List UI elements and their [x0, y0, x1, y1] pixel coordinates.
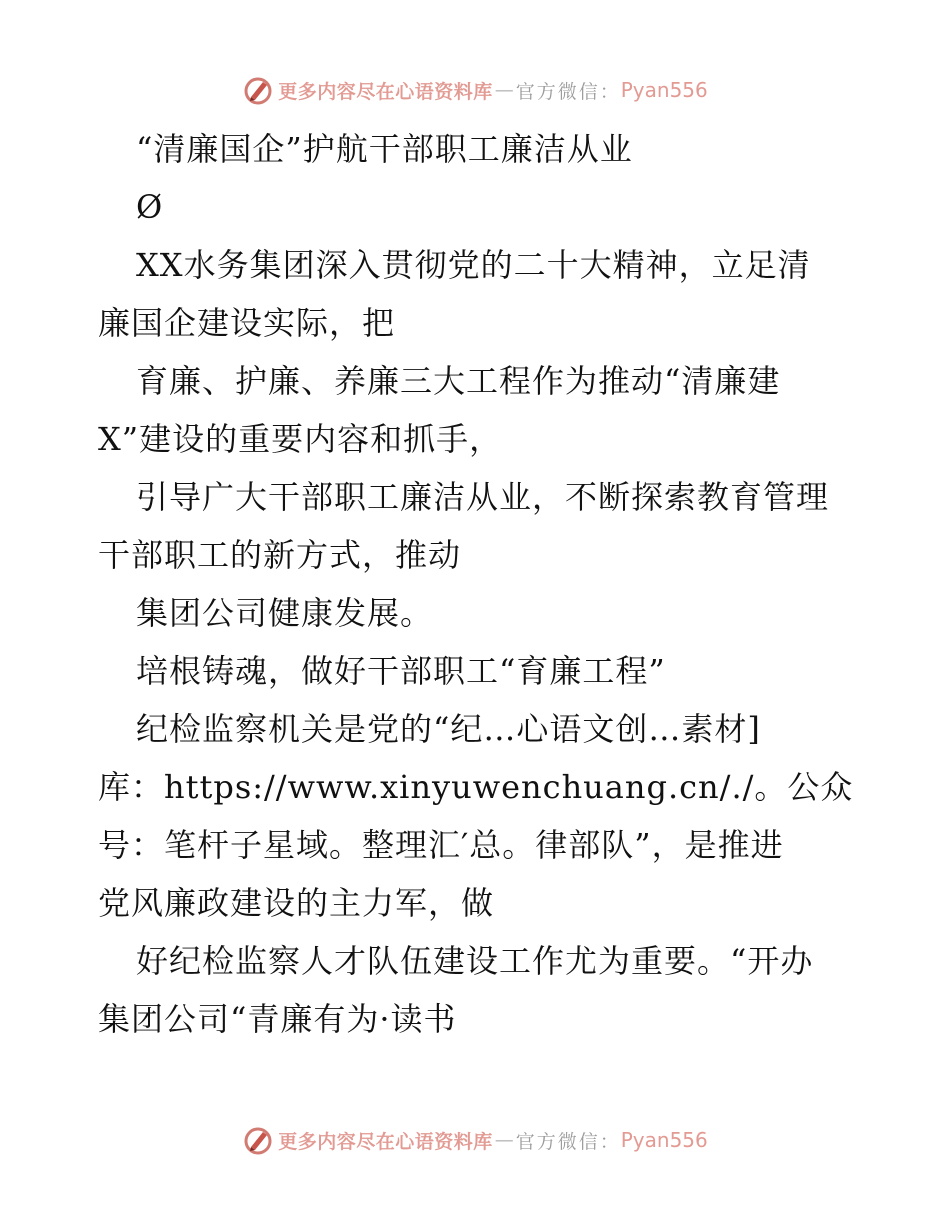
pen-logo-icon	[242, 74, 274, 106]
watermark-main-text: 更多内容尽在心语资料库	[278, 80, 493, 103]
paragraph-line: XX水务集团深入贯彻党的二十大精神，立足清	[136, 246, 811, 284]
paragraph-line: 号：笔杆子星域。整理汇′总。律部队”，是推进	[98, 826, 784, 864]
paragraph-line: 廉国企建设实际，把	[98, 304, 396, 342]
paragraph-line: 干部职工的新方式，推动	[98, 536, 462, 574]
paragraph-line: 纪检监察机关是党的“纪…心语文创…素材]	[136, 710, 761, 748]
watermark-wechat-label: 官方微信：	[515, 80, 621, 103]
paragraph-line: X”建设的重要内容和抓手，	[98, 420, 503, 458]
paragraph-line: 引导广大干部职工廉洁从业，不断探索教育管理	[136, 478, 830, 516]
pen-logo-icon	[242, 1124, 274, 1156]
watermark-wechat-id: Pyan556	[620, 1128, 708, 1152]
footer-watermark	[0, 1120, 950, 1160]
paragraph-line: 集团公司“青廉有为·读书	[98, 1000, 457, 1038]
paragraph-line: 好纪检监察人才队伍建设工作尤为重要。“开办	[136, 942, 814, 980]
document-body	[98, 120, 858, 1048]
watermark-wechat-label: 官方微信：	[515, 1130, 621, 1153]
watermark-separator: —	[494, 79, 514, 101]
watermark-separator: —	[494, 1129, 514, 1151]
document-title: “清廉国企”护航干部职工廉洁从业	[136, 130, 633, 168]
header-watermark	[0, 70, 950, 110]
paragraph-line: 党风廉政建设的主力军，做	[98, 884, 495, 922]
paragraph-line: 库：https://www.xinyuwenchuang.cn/./。公众	[98, 768, 854, 806]
bullet-marker: Ø	[136, 188, 164, 226]
watermark-wechat-id: Pyan556	[620, 78, 708, 102]
paragraph-line: 集团公司健康发展。	[136, 594, 434, 632]
section-heading: 培根铸魂，做好干部职工“育廉工程”	[136, 652, 666, 690]
paragraph-line: 育廉、护廉、养廉三大工程作为推动“清廉建	[136, 362, 781, 400]
watermark-main-text: 更多内容尽在心语资料库	[278, 1130, 493, 1153]
